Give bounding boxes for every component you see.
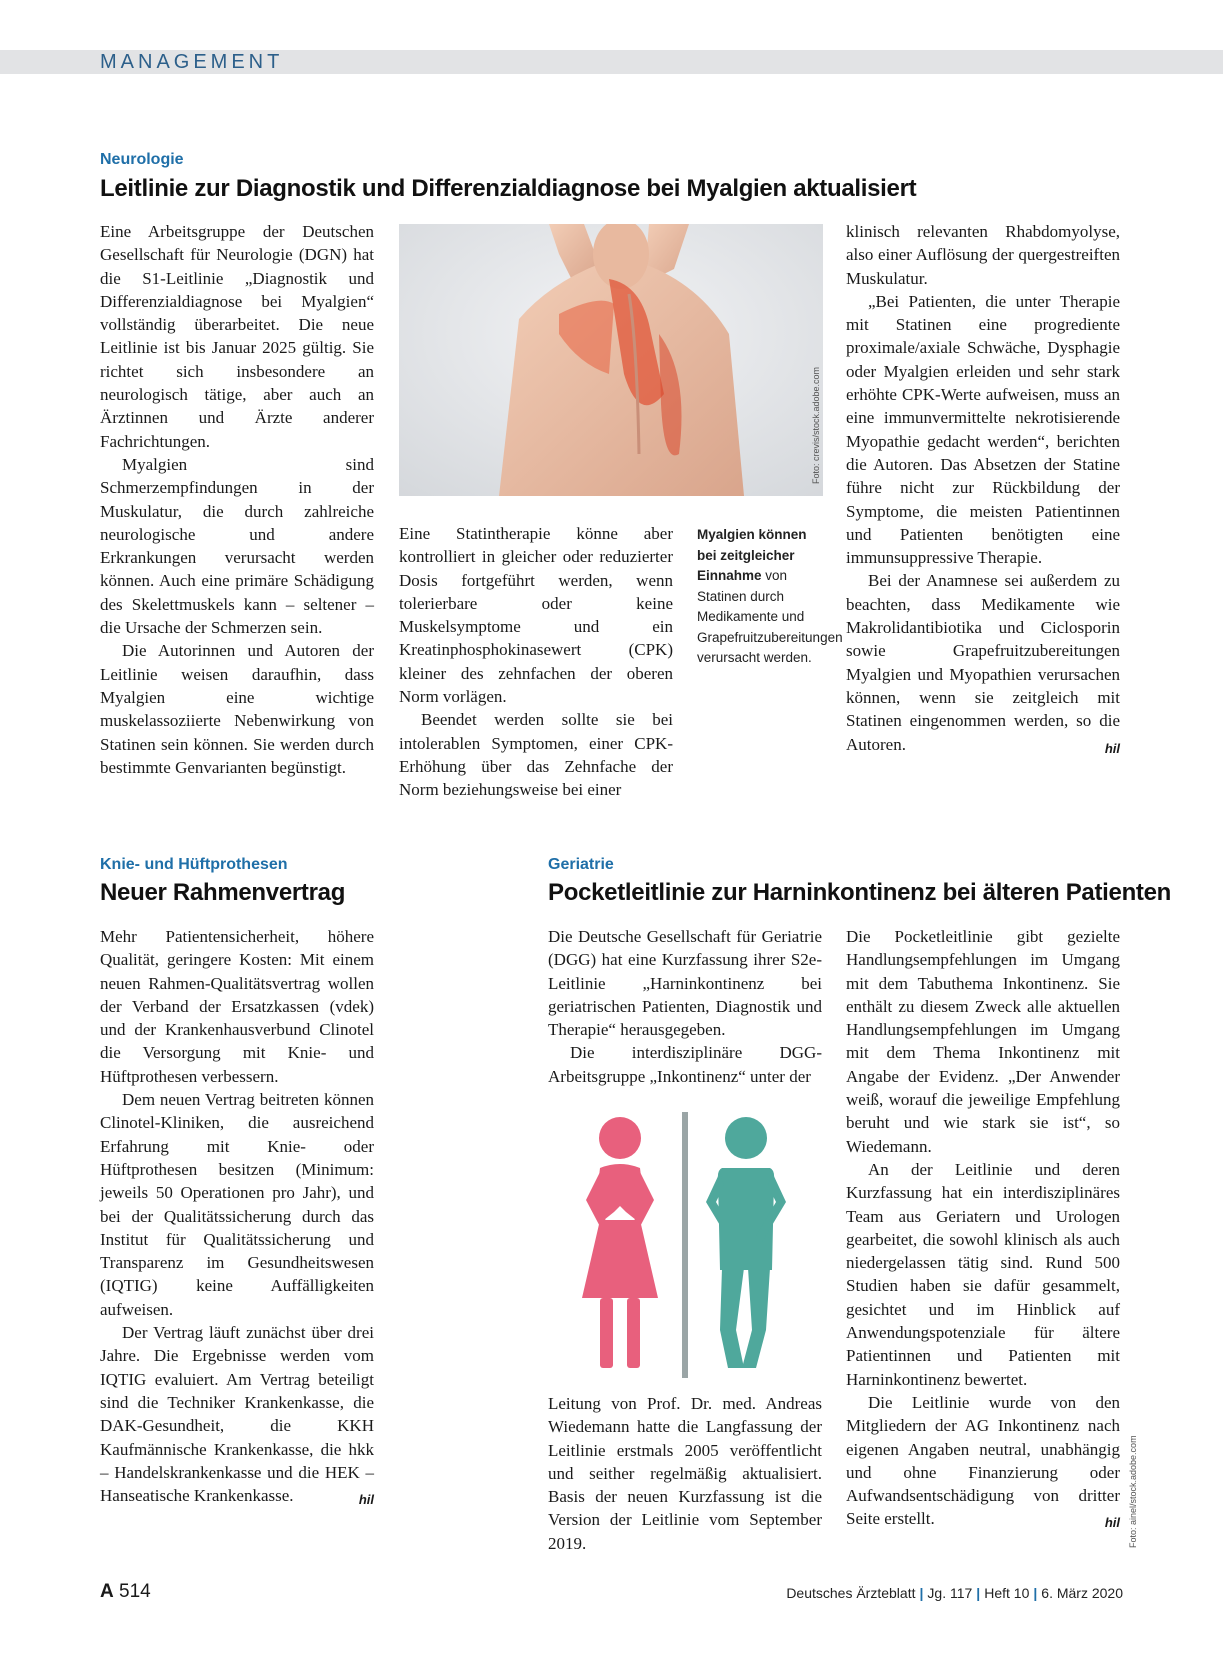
photo-credit-1: Foto: crevis/stock.adobe.com xyxy=(811,366,821,484)
paragraph-text: Der Vertrag läuft zunächst über drei Jahre. Die Ergebnisse werden vom IQTIG evaluiert. Am Vertrag beteiligt sind die Techniker Krankenkasse, die DAK-Gesundheit, die KKH Kaufmännische Krankenkasse, die hkk – Handelskrankenkasse und die HEK – Hanseatische Krankenkasse. xyxy=(100,1323,374,1506)
article1-column-2 xyxy=(399,522,673,802)
separator: | xyxy=(1033,1585,1038,1601)
incontinence-illustration xyxy=(560,1110,810,1380)
paragraph: An der Leitlinie und deren Kurzfassung hat ein interdisziplinäres Team aus Geriatern und Urologen gearbeitet, die sowohl klinisch als auch niedergelassen tätig sind. Rund 500 Studien haben sie dafür gesammelt, gesichtet und im Hinblick auf Anwendungspotenziale für ältere Patientinnen und Patienten mit Harninkontinenz bewertet. xyxy=(846,1159,1120,1389)
article3-column-2 xyxy=(846,925,1120,1535)
paragraph-text: Bei der Anamnese sei außerdem zu beachten, dass Medikamente wie Makrolidantibiotika und Ciclosporin sowie Grapefruitzubereitungen Myalgien und Myopathien verursachen können, wenn sie zeitgleich mit Statinen eingenommen werden, so die Autoren. xyxy=(846,571,1120,754)
caption-bold: Myalgien können bei zeitgleicher Einnahme xyxy=(697,527,807,583)
article1-column-1 xyxy=(100,220,374,779)
author-signature: hil xyxy=(1104,740,1120,756)
paragraph: Die Autorinnen und Autoren der Leitlinie weisen daraufhin, dass Myalgien eine wichtige muskelassoziierte Nebenwirkung von Statinen sein können. Sie werden durch bestimmte Genvarianten begünstigt. xyxy=(100,641,374,777)
article1-column-3 xyxy=(846,220,1120,760)
paragraph: Die Pocketleitlinie gibt gezielte Handlungsempfehlungen im Umgang mit dem Tabuthema Inkontinenz. Sie enthält zu diesem Zweck alle aktuellen Handlungsempfehlungen im Umgang mit dem Thema Inkontinenz mit Angabe der Evidenz. „Der Anwender weiß, worauf die jeweilige Empfehlung beruht und wie stark sie ist“, so Wiedemann. xyxy=(846,927,1120,1156)
journal-date: 6. März 2020 xyxy=(1041,1585,1123,1601)
page-prefix: A xyxy=(100,1581,114,1602)
photo-caption xyxy=(697,525,843,669)
article3-kicker: Geriatrie xyxy=(548,856,614,873)
article1-kicker: Neurologie xyxy=(100,151,184,168)
paragraph: Beendet werden sollte sie bei intolerablen Symptomen, einer CPK-Erhöhung über das Zehnfache der Norm beziehungsweise bei einer xyxy=(399,710,673,800)
author-signature: hil xyxy=(358,1492,374,1508)
paragraph: Mehr Patientensicherheit, höhere Qualität, geringere Kosten: Mit einem neuen Rahmen-Qualitätsvertrag wollen der Verband der Ersatzkassen (vdek) und der Krankenhausverbund Clinotel die Versorgung mit Knie- und Hüftprothesen verbessern. xyxy=(100,927,374,1086)
paragraph xyxy=(846,569,1120,755)
article3-column-1-bottom xyxy=(548,1392,822,1555)
paragraph: Die Deutsche Gesellschaft für Geriatrie (DGG) hat eine Kurzfassung ihrer S2e-Leitlinie „Harninkontinenz bei geriatrischen Patienten, Diagnostik und Therapie“ herausgegeben. xyxy=(548,927,822,1040)
article1-headline: Leitlinie zur Diagnostik und Differenzialdiagnose bei Myalgien aktualisiert xyxy=(100,175,917,202)
author-signature: hil xyxy=(1104,1515,1120,1531)
separator: | xyxy=(976,1585,981,1601)
paragraph: Eine Statintherapie könne aber kontrolliert in gleicher oder reduzierter Dosis fortgeführt werden, wenn tolerierbare oder keine Muskelsymptome und ein Kreatinphosphokinasewert (CPK) kleiner des zehnfachen der oberen Norm vorlägen. xyxy=(399,524,673,707)
back-muscles-photo xyxy=(399,224,823,496)
caption-text: von Statinen durch Medikamente und Grapefruitzubereitungen verursacht werden. xyxy=(697,568,843,665)
page-number xyxy=(100,1580,151,1604)
restroom-figures-icon xyxy=(560,1110,810,1380)
article2-headline: Neuer Rahmenvertrag xyxy=(100,879,346,906)
photo-credit-2: Foto: ainel/stock.adobe.com xyxy=(1128,1435,1138,1548)
journal-issue: Heft 10 xyxy=(984,1585,1030,1601)
paragraph: Eine Arbeitsgruppe der Deutschen Gesellschaft für Neurologie (DGN) hat die S1-Leitlinie „Diagnostik und Differenzialdiagnose bei Myalgien“ vollständig überarbeitet. Die neue Leitlinie ist bis Januar 2025 gültig. Sie richtet sich insbesondere an neurologisch tätige, aber auch an Ärztinnen und Ärzte anderer Fachrichtungen. xyxy=(100,222,374,451)
separator: | xyxy=(919,1585,924,1601)
paragraph: Leitung von Prof. Dr. med. Andreas Wiedemann hatte die Langfassung der Leitlinie erstmals 2005 veröffentlicht und seither regelmäßig aktualisiert. Basis der neuen Kurzfassung ist die Version der Leitlinie vom September 2019. xyxy=(548,1394,822,1553)
article2-column xyxy=(100,925,374,1511)
paragraph xyxy=(846,1391,1120,1531)
journal-volume: Jg. 117 xyxy=(927,1585,973,1601)
paragraph: klinisch relevanten Rhabdomyolyse, also einer Auflösung der quergestreiften Muskulatur. xyxy=(846,222,1120,288)
paragraph xyxy=(100,1321,374,1507)
journal-name: Deutsches Ärzteblatt xyxy=(786,1585,916,1601)
article2-kicker: Knie- und Hüftprothesen xyxy=(100,856,288,873)
paragraph: Myalgien sind Schmerzempfindungen in der Muskulatur, die durch zahlreiche neurologische und andere Erkrankungen verursacht werden können. Auch eine primäre Schädigung des Skelettmuskels kann – seltener – die Ursache der Schmerzen sein. xyxy=(100,454,374,638)
back-muscles-illustration xyxy=(399,224,823,496)
journal-info xyxy=(786,1583,1123,1603)
page-number-value: 514 xyxy=(119,1581,151,1602)
paragraph: Die interdisziplinäre DGG-Arbeitsgruppe „Inkontinenz“ unter der xyxy=(548,1043,822,1086)
paragraph: Dem neuen Vertrag beitreten können Clinotel-Kliniken, die ausreichend Erfahrung mit Knie- oder Hüftprothesen besitzen (Minimum: jeweils 50 Operationen pro Jahr), und bei der Qualitätssicherung durch das Institut für Qualitätssicherung und Transparenz im Gesundheitswesen (IQTIG) keine Auffälligkeiten aufweisen. xyxy=(100,1090,374,1319)
paragraph: „Bei Patienten, die unter Therapie mit Statinen eine progrediente proximale/axiale Schwäche, Dysphagie oder Myalgien erleiden und sehr stark erhöhte CPK-Werte aufweisen, muss an eine immunvermittelte nekrotisierende Myopathie gedacht werden“, berichten die Autoren. Das Absetzen der Statine führe nicht zur Rückbildung der Symptome, die meisten Patientinnen und Patienten benötigten eine immunsuppressive Therapie. xyxy=(846,291,1120,568)
section-label: MANAGEMENT xyxy=(100,51,284,73)
article3-column-1-top xyxy=(548,925,822,1088)
paragraph-text: Die Leitlinie wurde von den Mitgliedern der AG Inkontinenz nach eigenen Angaben neutral, unabhängig und ohne Finanzierung oder Aufwandsentschädigung von dritter Seite erstellt. xyxy=(846,1392,1120,1529)
article3-headline: Pocketleitlinie zur Harninkontinenz bei älteren Patienten xyxy=(548,879,1172,906)
